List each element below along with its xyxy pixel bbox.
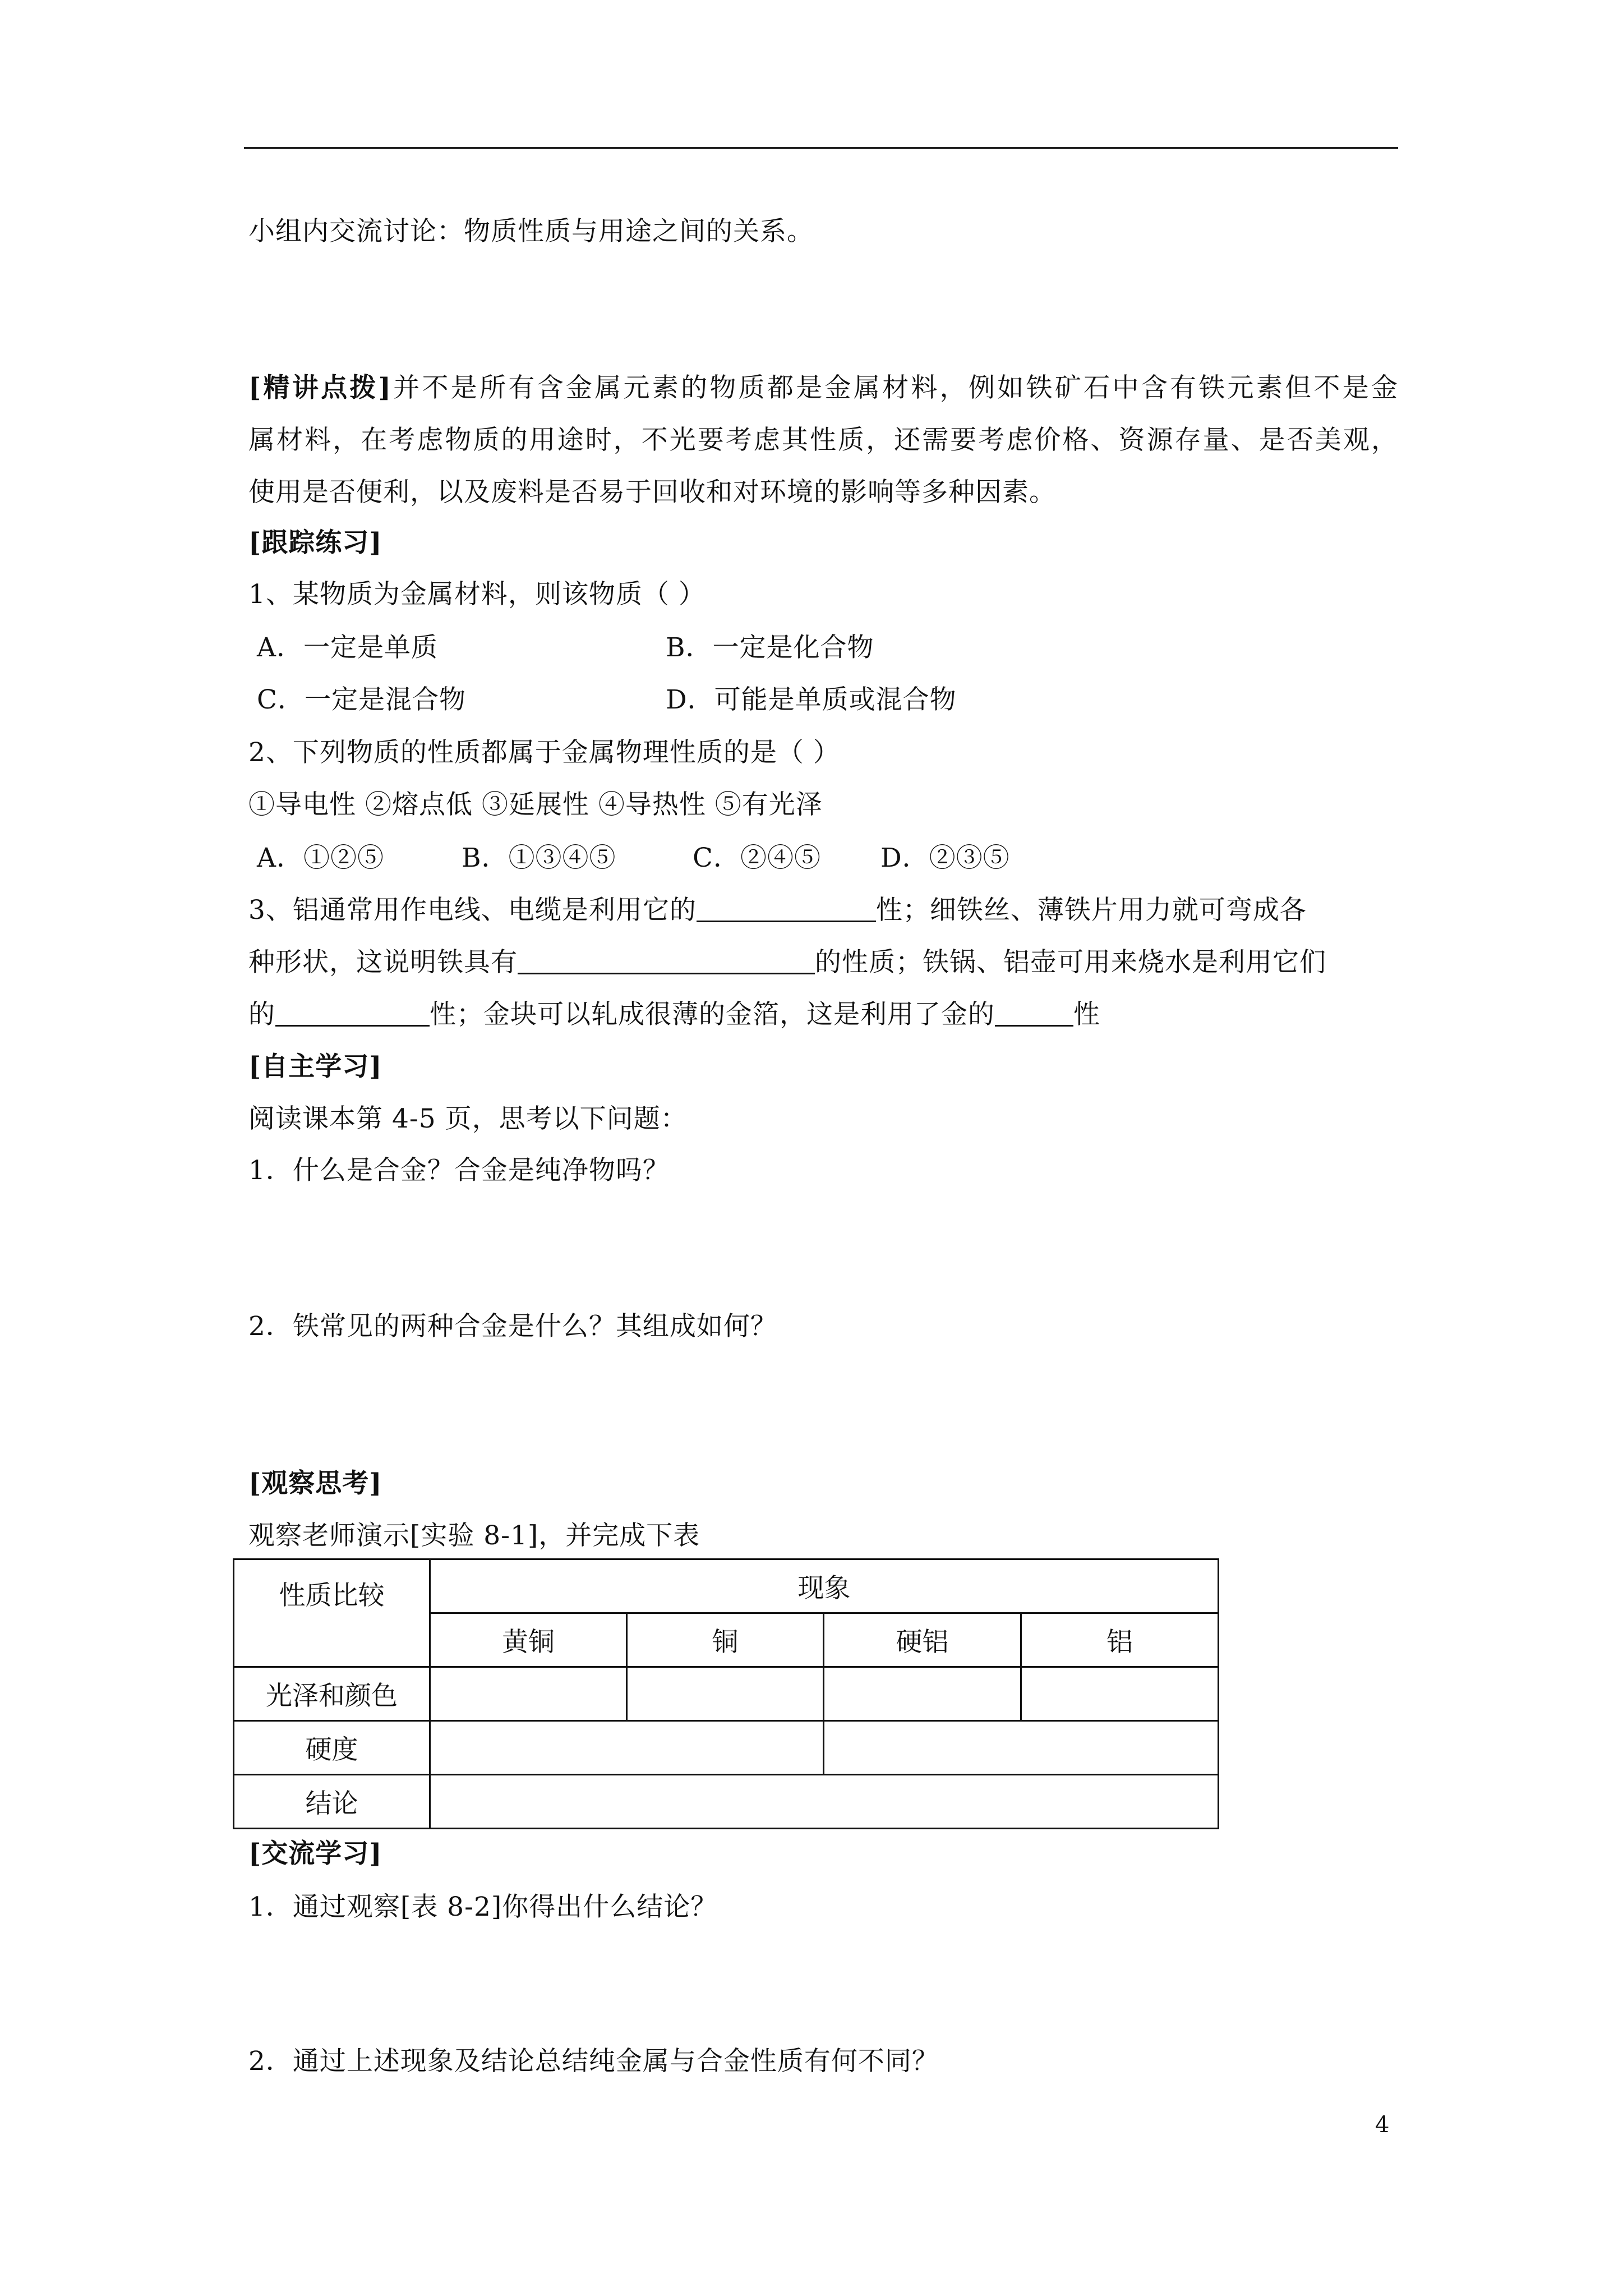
q2-option-c: C．②④⑤ [693, 843, 821, 873]
table-row-header: 结论 [234, 1775, 430, 1829]
q2-items: ①导电性 ②熔点低 ③延展性 ④导热性 ⑤有光泽 [248, 789, 823, 820]
table-row-header: 硬度 [234, 1721, 430, 1775]
q3-blank-1[interactable] [697, 896, 876, 922]
q3-line-3: 的 性；金块可以轧成很薄的金箔，这是利用了金的 性 [248, 999, 1100, 1030]
table-answer-cell[interactable] [824, 1667, 1021, 1721]
discussion-text: 小组内交流讨论：物质性质与用途之间的关系。 [248, 216, 814, 247]
table-col-header: 铜 [627, 1613, 824, 1667]
table-phenomenon-header: 现象 [430, 1559, 1219, 1613]
table-answer-cell[interactable] [430, 1775, 1219, 1829]
table-answer-cell[interactable] [824, 1721, 1219, 1775]
table-col-header: 硬铝 [824, 1613, 1021, 1667]
table-answer-cell[interactable] [627, 1667, 824, 1721]
q1-option-b: B．一定是化合物 [666, 632, 874, 663]
self-study-intro: 阅读课本第 4-5 页，思考以下问题： [248, 1103, 688, 1134]
q3-line-2: 种形状，这说明铁具有 的性质；铁锅、铝壶可用来烧水是利用它们 [248, 947, 1326, 978]
practice-question-1: 1、某物质为金属材料，则该物质（ ） [248, 579, 706, 610]
q2-option-b: B．①③④⑤ [462, 843, 616, 873]
q2-option-a: A．①②⑤ [257, 843, 384, 873]
key-points-line-1: [精讲点拨]并不是所有含金属元素的物质都是金属材料，例如铁矿石中含有铁元素但不是金 [248, 372, 1398, 403]
practice-heading: [跟踪练习] [248, 527, 382, 558]
observe-intro: 观察老师演示[实验 8-1]，并完成下表 [248, 1520, 700, 1551]
q3-blank-3[interactable] [275, 1000, 430, 1027]
key-points-line-2: 属材料，在考虑物质的用途时，不光要考虑其性质，还需要考虑价格、资源存量、是否美观， [248, 425, 1398, 455]
q1-option-a: A．一定是单质 [257, 632, 438, 663]
q1-option-c: C．一定是混合物 [257, 684, 466, 715]
observe-heading: [观察思考] [248, 1468, 382, 1499]
table-row-header: 光泽和颜色 [234, 1667, 430, 1721]
exchange-question-2: 2．通过上述现象及结论总结纯金属与合金性质有何不同？ [248, 2046, 939, 2077]
page-number: 4 [1375, 2112, 1390, 2138]
q3-line-1: 3、铝通常用作电线、电缆是利用它的 性；细铁丝、薄铁片用力就可弯成各 [248, 895, 1307, 926]
q2-option-d: D．②③⑤ [880, 843, 1010, 873]
q1-option-d: D．可能是单质或混合物 [666, 684, 957, 715]
key-points-line-3: 使用是否便利，以及废料是否易于回收和对环境的影响等多种因素。 [248, 477, 1056, 508]
exchange-question-1: 1．通过观察[表 8-2]你得出什么结论？ [248, 1892, 718, 1922]
q3-blank-2[interactable] [518, 948, 815, 974]
table-col-header: 黄铜 [430, 1613, 627, 1667]
table-corner-cell: 性质比较 [234, 1559, 430, 1667]
q3-blank-4[interactable] [995, 1000, 1073, 1027]
table-col-header: 铝 [1021, 1613, 1219, 1667]
table-answer-cell[interactable] [430, 1721, 824, 1775]
practice-question-2: 2、下列物质的性质都属于金属物理性质的是（ ） [248, 737, 840, 768]
self-study-question-2: 2．铁常见的两种合金是什么？其组成如何？ [248, 1311, 777, 1342]
exchange-heading: [交流学习] [248, 1838, 382, 1869]
key-points-heading: [精讲点拨] [248, 372, 391, 403]
table-answer-cell[interactable] [1021, 1667, 1219, 1721]
self-study-question-1: 1．什么是合金？合金是纯净物吗？ [248, 1155, 670, 1186]
header-rule [244, 147, 1398, 149]
table-answer-cell[interactable] [430, 1667, 627, 1721]
observation-table [233, 1558, 1219, 1829]
self-study-heading: [自主学习] [248, 1051, 382, 1082]
